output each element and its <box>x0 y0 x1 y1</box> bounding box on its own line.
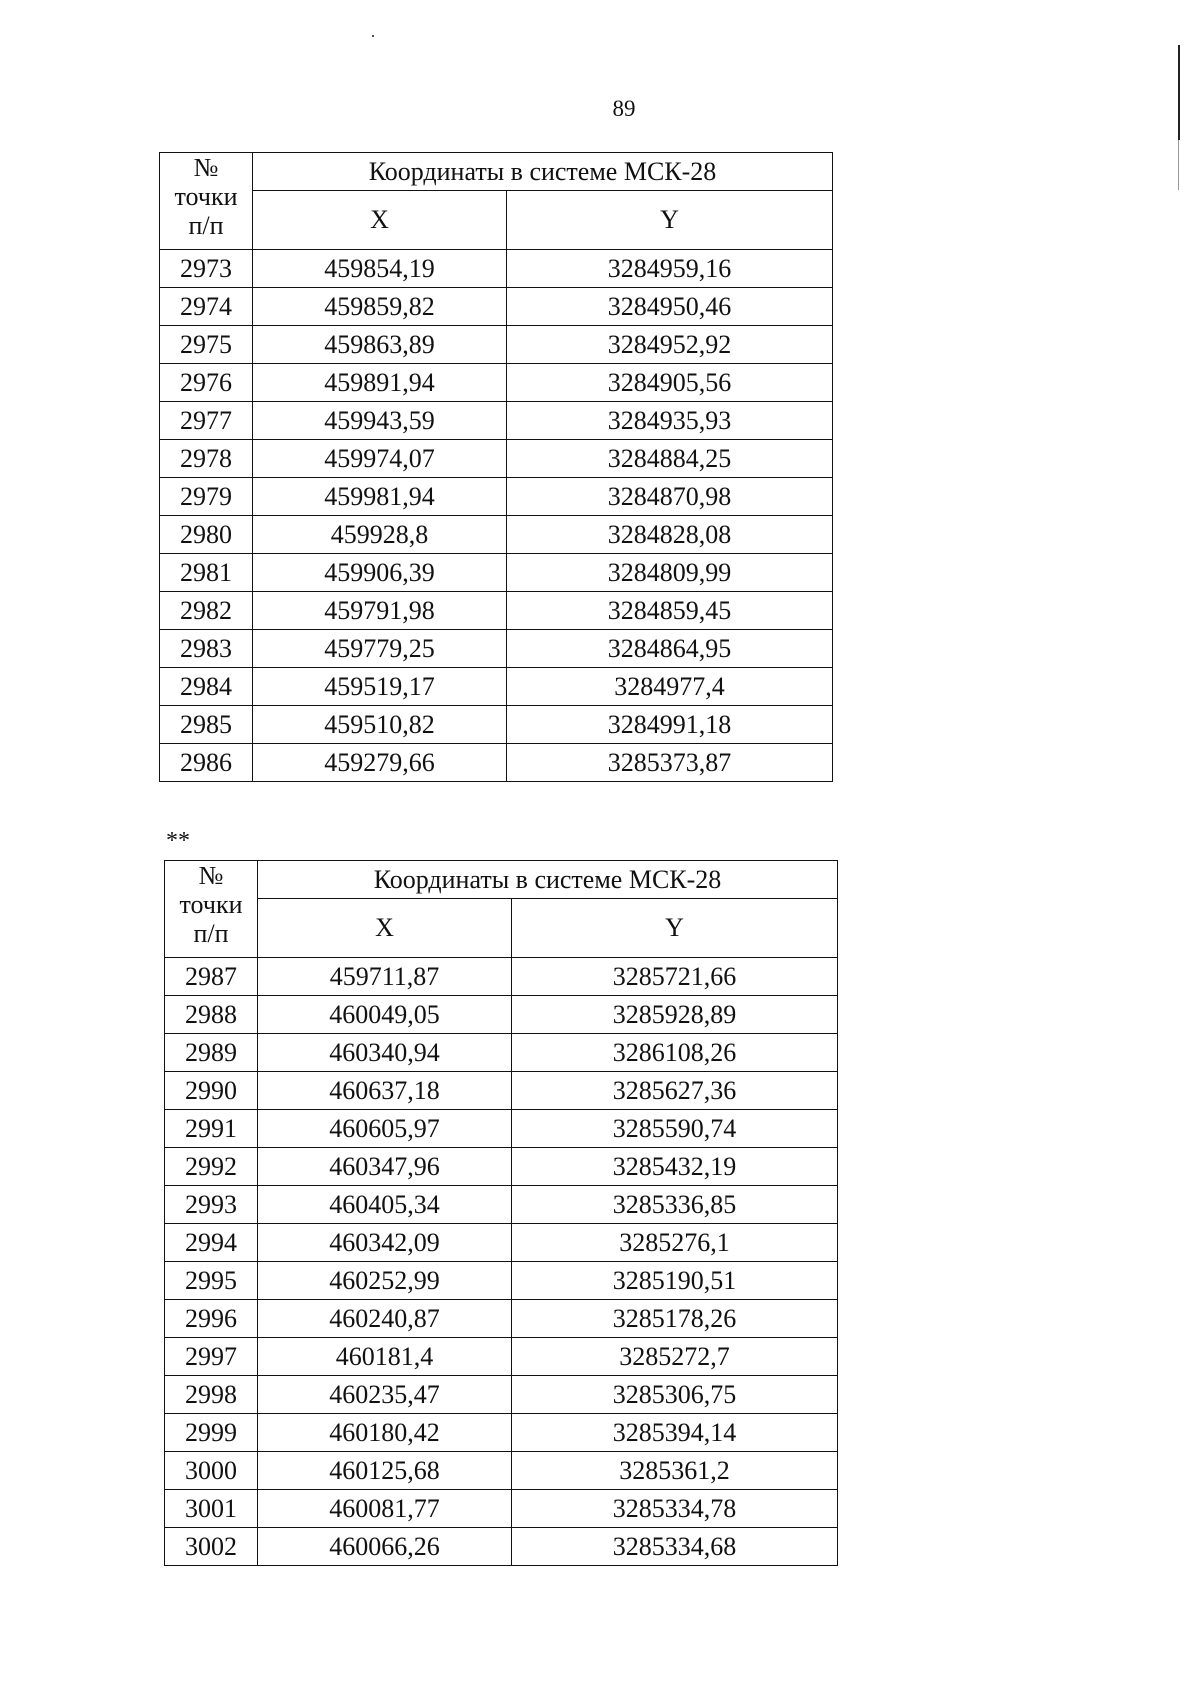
y-coordinate-cell: 3284959,16 <box>507 250 833 288</box>
point-number-cell: 2974 <box>160 288 253 326</box>
x-coordinate-cell: 460240,87 <box>258 1300 512 1338</box>
y-coordinate-cell: 3285334,68 <box>512 1528 838 1566</box>
y-coordinate-cell: 3284905,56 <box>507 364 833 402</box>
table-row <box>165 996 838 1034</box>
table-row <box>165 1452 838 1490</box>
x-coordinate-cell: 459943,59 <box>253 402 507 440</box>
table-row <box>165 1338 838 1376</box>
table-body <box>165 958 838 1566</box>
table-row <box>165 1148 838 1186</box>
point-number-cell: 2977 <box>160 402 253 440</box>
table-row <box>160 326 833 364</box>
y-coordinate-cell: 3285432,19 <box>512 1148 838 1186</box>
y-column-header: Y <box>507 191 833 250</box>
table-row <box>160 630 833 668</box>
y-coordinate-cell: 3285334,78 <box>512 1490 838 1528</box>
table-row <box>160 250 833 288</box>
y-coordinate-cell: 3285590,74 <box>512 1110 838 1148</box>
table-row <box>160 554 833 592</box>
point-number-cell: 2989 <box>165 1034 258 1072</box>
x-coordinate-cell: 459906,39 <box>253 554 507 592</box>
table-row <box>165 1186 838 1224</box>
x-coordinate-cell: 460125,68 <box>258 1452 512 1490</box>
table-row <box>165 958 838 996</box>
x-column-header: X <box>258 899 512 958</box>
table-row <box>165 1224 838 1262</box>
y-coordinate-cell: 3285928,89 <box>512 996 838 1034</box>
point-number-cell: 2978 <box>160 440 253 478</box>
x-coordinate-cell: 459928,8 <box>253 516 507 554</box>
point-number-cell: 3000 <box>165 1452 258 1490</box>
point-number-cell: 2995 <box>165 1262 258 1300</box>
y-coordinate-cell: 3284828,08 <box>507 516 833 554</box>
table-row <box>160 592 833 630</box>
table-row <box>165 1414 838 1452</box>
table-note-marker: ** <box>166 828 190 854</box>
table-body <box>160 250 833 782</box>
point-number-cell: 2983 <box>160 630 253 668</box>
y-coordinate-cell: 3285627,36 <box>512 1072 838 1110</box>
x-coordinate-cell: 459519,17 <box>253 668 507 706</box>
y-coordinate-cell: 3285721,66 <box>512 958 838 996</box>
x-coordinate-cell: 459279,66 <box>253 744 507 782</box>
point-number-header: № точки п/п <box>165 861 258 958</box>
point-number-cell: 2979 <box>160 478 253 516</box>
point-number-cell: 2988 <box>165 996 258 1034</box>
point-number-cell: 2976 <box>160 364 253 402</box>
table-row <box>165 1034 838 1072</box>
x-coordinate-cell: 460180,42 <box>258 1414 512 1452</box>
point-number-cell: 2999 <box>165 1414 258 1452</box>
point-number-cell: 2987 <box>165 958 258 996</box>
table-row <box>165 1110 838 1148</box>
x-coordinate-cell: 460181,4 <box>258 1338 512 1376</box>
point-number-cell: 2981 <box>160 554 253 592</box>
point-number-cell: 2994 <box>165 1224 258 1262</box>
point-number-cell: 3002 <box>165 1528 258 1566</box>
y-coordinate-cell: 3284884,25 <box>507 440 833 478</box>
table-row <box>160 668 833 706</box>
x-coordinate-cell: 460637,18 <box>258 1072 512 1110</box>
y-coordinate-cell: 3285394,14 <box>512 1414 838 1452</box>
x-coordinate-cell: 460405,34 <box>258 1186 512 1224</box>
scan-edge-line-faint <box>1178 140 1179 190</box>
x-coordinate-cell: 459974,07 <box>253 440 507 478</box>
point-number-cell: 2990 <box>165 1072 258 1110</box>
point-number-cell: 2975 <box>160 326 253 364</box>
x-coordinate-cell: 460252,99 <box>258 1262 512 1300</box>
table-row <box>160 706 833 744</box>
y-coordinate-cell: 3285373,87 <box>507 744 833 782</box>
coordinates-table-2 <box>164 860 838 1566</box>
point-number-cell: 2991 <box>165 1110 258 1148</box>
table-row <box>160 402 833 440</box>
y-coordinate-cell: 3284809,99 <box>507 554 833 592</box>
x-coordinate-cell: 460049,05 <box>258 996 512 1034</box>
x-coordinate-cell: 460605,97 <box>258 1110 512 1148</box>
point-number-cell: 2997 <box>165 1338 258 1376</box>
point-number-cell: 2986 <box>160 744 253 782</box>
point-number-header: № точки п/п <box>160 153 253 250</box>
table-row <box>160 440 833 478</box>
table-row <box>160 288 833 326</box>
x-coordinate-cell: 459779,25 <box>253 630 507 668</box>
y-coordinate-cell: 3285306,75 <box>512 1376 838 1414</box>
x-coordinate-cell: 460347,96 <box>258 1148 512 1186</box>
table-row <box>165 1528 838 1566</box>
y-coordinate-cell: 3284952,92 <box>507 326 833 364</box>
x-coordinate-cell: 459854,19 <box>253 250 507 288</box>
x-coordinate-cell: 459859,82 <box>253 288 507 326</box>
table-row <box>160 744 833 782</box>
x-coordinate-cell: 460066,26 <box>258 1528 512 1566</box>
point-number-cell: 2973 <box>160 250 253 288</box>
x-coordinate-cell: 460342,09 <box>258 1224 512 1262</box>
scan-edge-line <box>1178 45 1180 140</box>
x-column-header: X <box>253 191 507 250</box>
y-coordinate-cell: 3284864,95 <box>507 630 833 668</box>
point-number-cell: 2984 <box>160 668 253 706</box>
y-coordinate-cell: 3285178,26 <box>512 1300 838 1338</box>
y-coordinate-cell: 3284991,18 <box>507 706 833 744</box>
x-coordinate-cell: 459711,87 <box>258 958 512 996</box>
y-column-header: Y <box>512 899 838 958</box>
x-coordinate-cell: 459863,89 <box>253 326 507 364</box>
point-number-cell: 2996 <box>165 1300 258 1338</box>
x-coordinate-cell: 459891,94 <box>253 364 507 402</box>
coordinates-table-1 <box>159 152 833 782</box>
table-row <box>160 364 833 402</box>
x-coordinate-cell: 460235,47 <box>258 1376 512 1414</box>
x-coordinate-cell: 460081,77 <box>258 1490 512 1528</box>
y-coordinate-cell: 3284977,4 <box>507 668 833 706</box>
x-coordinate-cell: 460340,94 <box>258 1034 512 1072</box>
y-coordinate-cell: 3284950,46 <box>507 288 833 326</box>
coordinates-group-header: Координаты в системе МСК-28 <box>253 153 833 191</box>
y-coordinate-cell: 3284935,93 <box>507 402 833 440</box>
table-row <box>160 516 833 554</box>
point-number-cell: 2993 <box>165 1186 258 1224</box>
x-coordinate-cell: 459981,94 <box>253 478 507 516</box>
scan-speck <box>372 35 374 37</box>
x-coordinate-cell: 459510,82 <box>253 706 507 744</box>
table-row <box>165 1300 838 1338</box>
point-number-cell: 2992 <box>165 1148 258 1186</box>
point-number-cell: 2985 <box>160 706 253 744</box>
y-coordinate-cell: 3286108,26 <box>512 1034 838 1072</box>
table-row <box>165 1072 838 1110</box>
x-coordinate-cell: 459791,98 <box>253 592 507 630</box>
coordinates-group-header: Координаты в системе МСК-28 <box>258 861 838 899</box>
y-coordinate-cell: 3284870,98 <box>507 478 833 516</box>
y-coordinate-cell: 3285276,1 <box>512 1224 838 1262</box>
page-number: 89 <box>612 96 636 121</box>
table-row <box>165 1376 838 1414</box>
y-coordinate-cell: 3285272,7 <box>512 1338 838 1376</box>
y-coordinate-cell: 3285190,51 <box>512 1262 838 1300</box>
y-coordinate-cell: 3285361,2 <box>512 1452 838 1490</box>
point-number-cell: 3001 <box>165 1490 258 1528</box>
point-number-cell: 2998 <box>165 1376 258 1414</box>
y-coordinate-cell: 3285336,85 <box>512 1186 838 1224</box>
table-row <box>165 1262 838 1300</box>
point-number-cell: 2982 <box>160 592 253 630</box>
table-row <box>165 1490 838 1528</box>
y-coordinate-cell: 3284859,45 <box>507 592 833 630</box>
table-row <box>160 478 833 516</box>
point-number-cell: 2980 <box>160 516 253 554</box>
